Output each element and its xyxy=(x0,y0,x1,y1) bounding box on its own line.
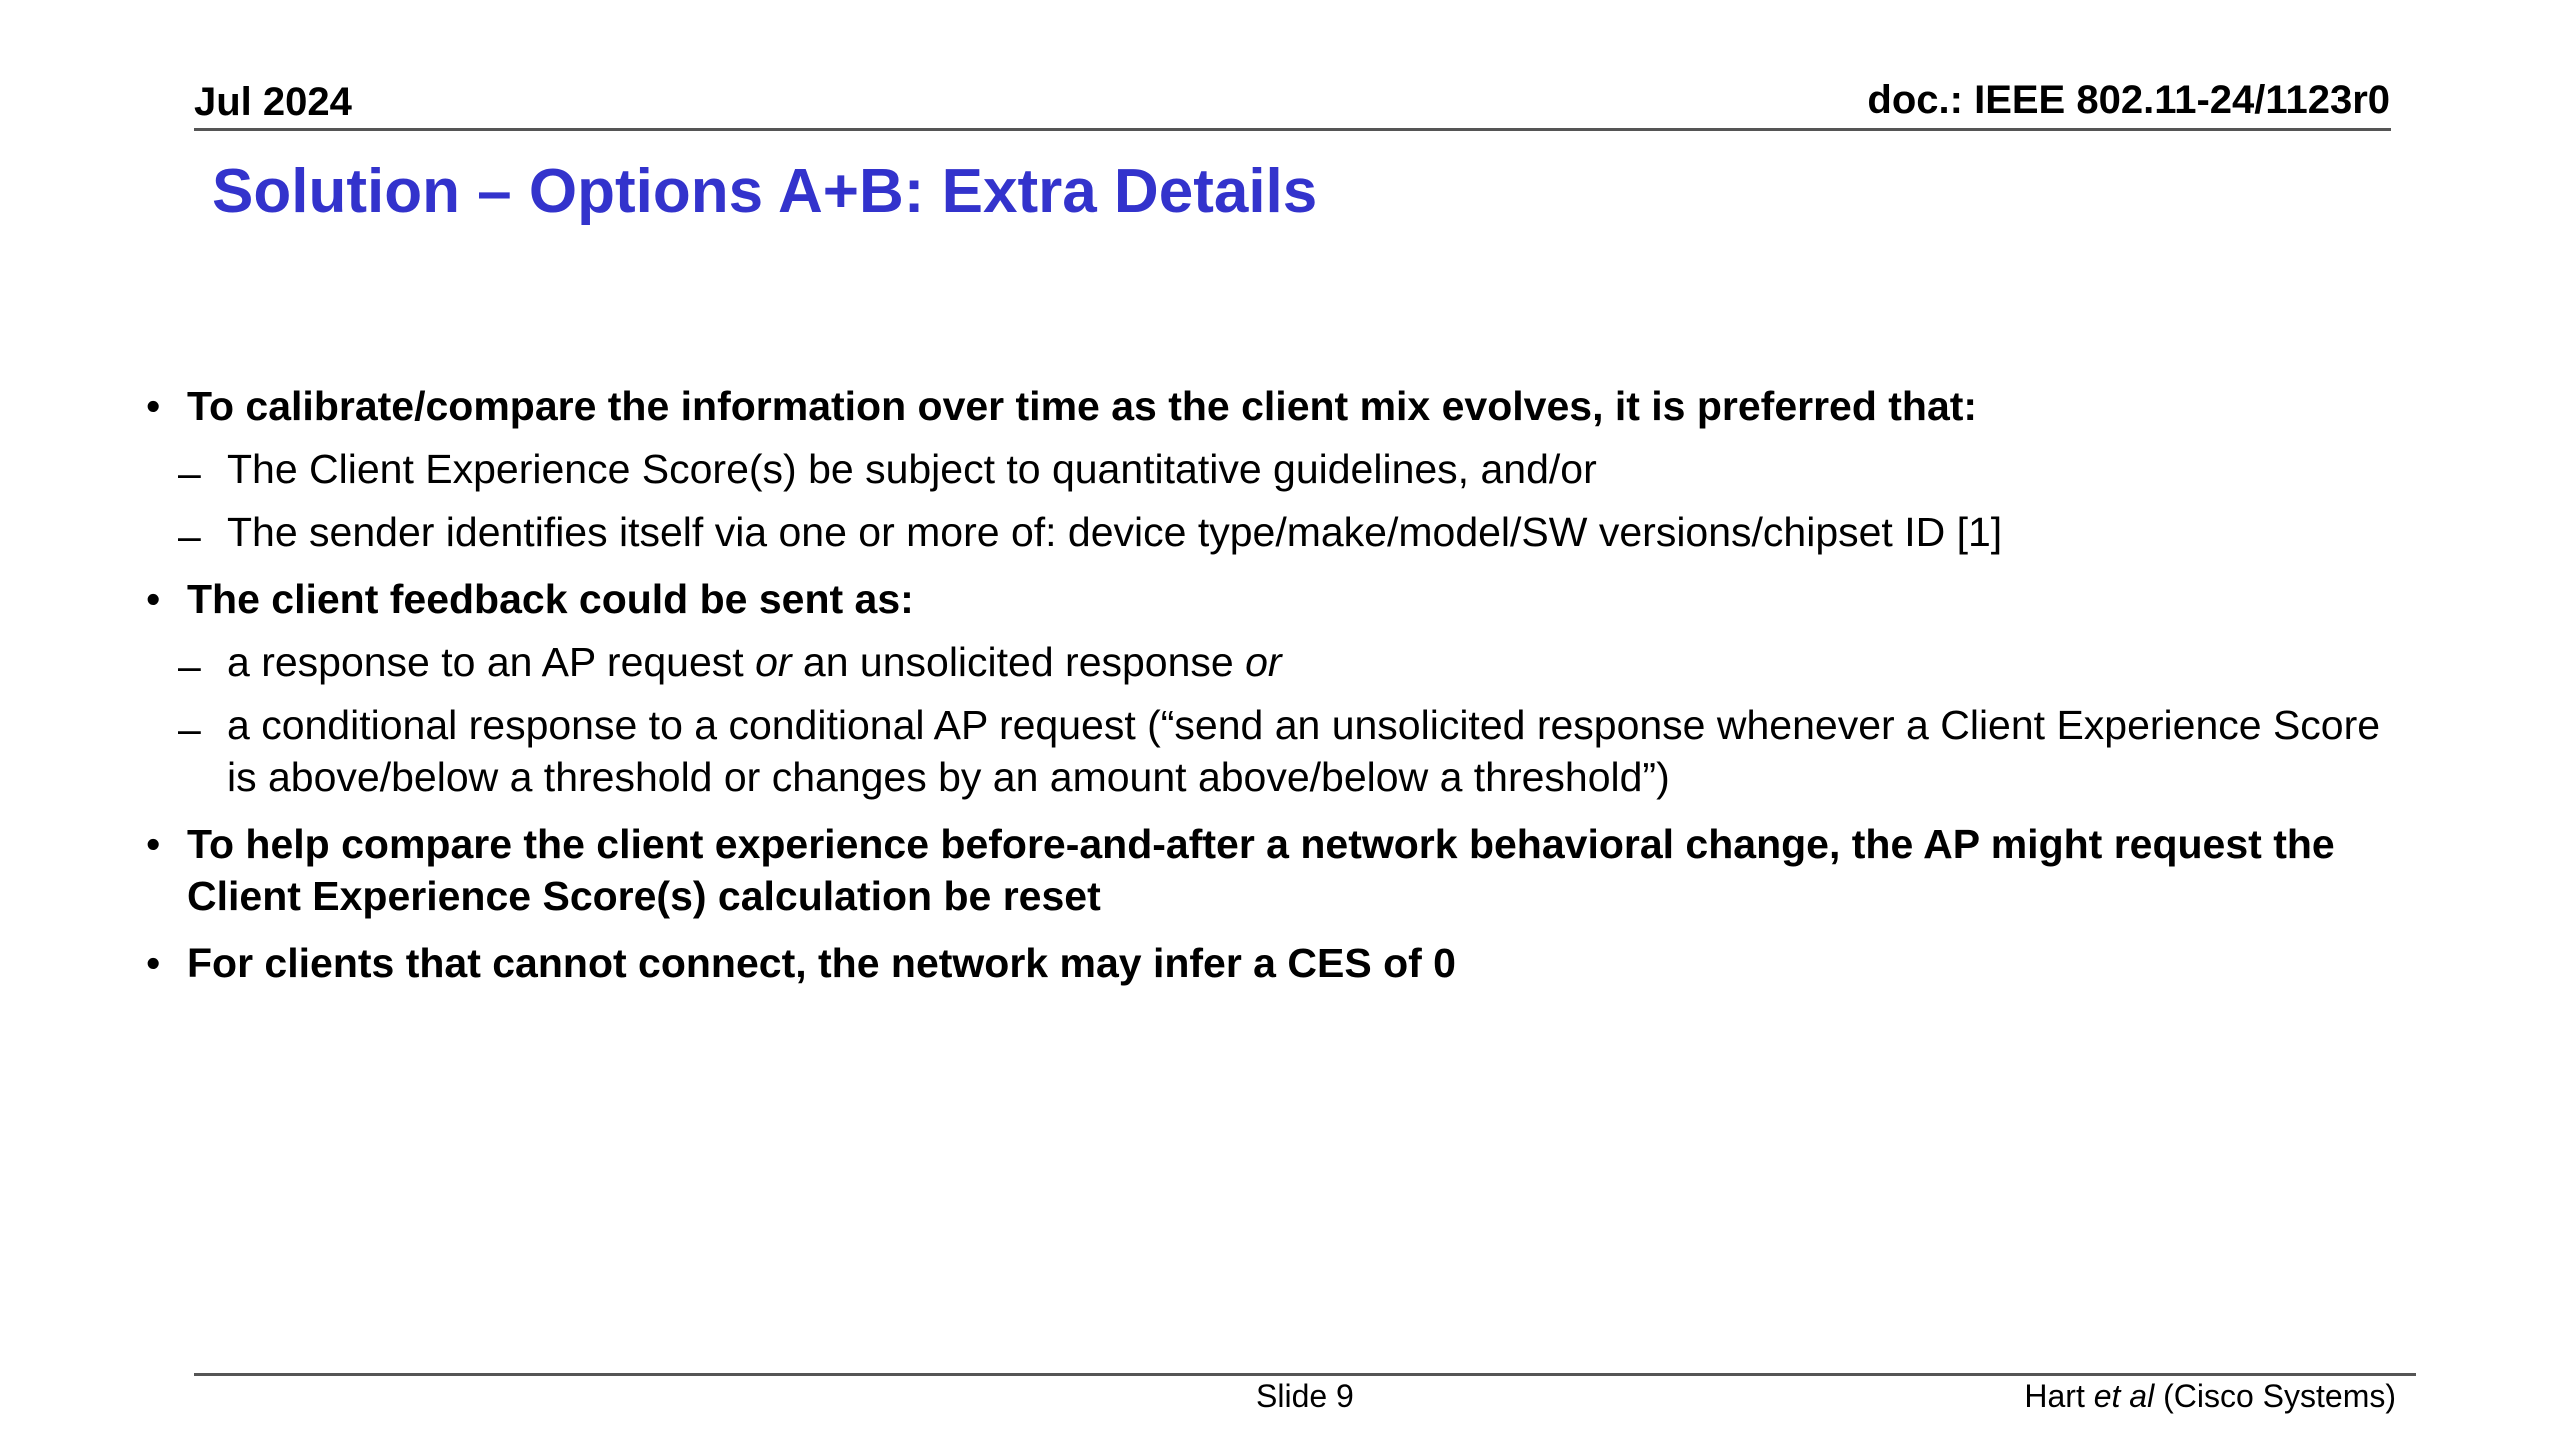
header-doc-id: doc.: IEEE 802.11-24/1123r0 xyxy=(1867,78,2390,122)
sub-bullet-item xyxy=(140,636,2400,688)
footer-author-etal: et al xyxy=(2093,1378,2155,1414)
sub-bullet-emphasis: or xyxy=(755,639,792,685)
bullet-marker: • xyxy=(146,576,161,622)
bullet-text: The client feedback could be sent as: xyxy=(187,576,914,622)
footer-author-name: Hart xyxy=(2024,1378,2094,1414)
dash-marker: – xyxy=(178,706,201,752)
sub-bullet-item xyxy=(140,506,2400,558)
dash-marker: – xyxy=(178,450,201,496)
sub-bullet-text-part: an unsolicited response xyxy=(791,639,1246,685)
bullet-item xyxy=(140,818,2400,922)
bullet-item xyxy=(140,380,2400,432)
footer-author xyxy=(2024,1380,2396,1412)
bullet-item xyxy=(140,573,2400,625)
bullet-text: To calibrate/compare the information over time as the client mix evolves, it is preferred that: xyxy=(187,383,1978,429)
sub-bullet-item xyxy=(140,699,2400,803)
bullet-marker: • xyxy=(146,821,161,867)
slide-title: Solution – Options A+B: Extra Details xyxy=(212,157,1318,226)
footer-author-org: (Cisco Systems) xyxy=(2154,1378,2396,1414)
header-divider xyxy=(194,128,2391,131)
bullet-item xyxy=(140,937,2400,989)
dash-marker: – xyxy=(178,513,201,559)
dash-marker: – xyxy=(178,643,201,689)
sub-bullet-text: a conditional response to a conditional AP request (“send an unsolicited response whenever a Client Experience Score is above/below a threshold or changes by an amount above/below a threshold”) xyxy=(227,702,2381,800)
sub-bullet-text: The sender identifies itself via one or more of: device type/make/model/SW versions/chipset ID [1] xyxy=(227,509,2003,555)
footer-divider xyxy=(194,1373,2416,1376)
bullet-marker: • xyxy=(146,940,161,986)
bullet-marker: • xyxy=(146,383,161,429)
bullet-text: To help compare the client experience before-and-after a network behavioral change, the AP might request the Client Experience Score(s) calculation be reset xyxy=(187,821,2335,919)
bullet-text: For clients that cannot connect, the network may infer a CES of 0 xyxy=(187,940,1456,986)
slide-number: Slide 9 xyxy=(1256,1378,1354,1414)
sub-bullet-item xyxy=(140,443,2400,495)
sub-bullet-text: The Client Experience Score(s) be subject to quantitative guidelines, and/or xyxy=(227,446,1597,492)
slide-body xyxy=(140,380,2400,989)
sub-bullet-text-part: a response to an AP request xyxy=(227,639,756,685)
header-date: Jul 2024 xyxy=(194,80,352,124)
sub-bullet-emphasis: or xyxy=(1245,639,1282,685)
